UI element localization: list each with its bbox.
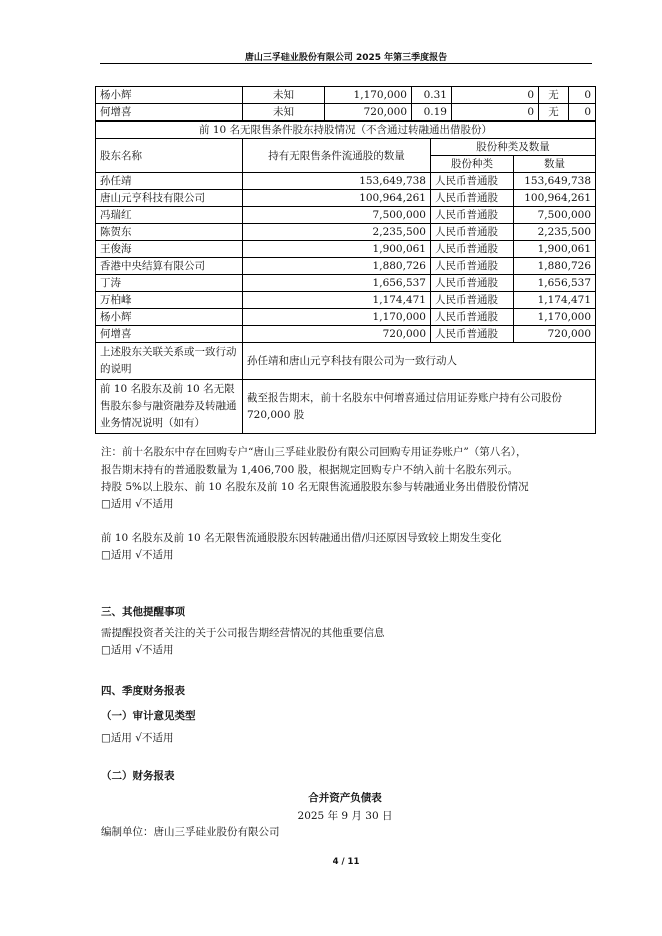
cell-amount: 1,656,537 bbox=[514, 275, 596, 292]
page-number: 4 / 11 bbox=[332, 857, 360, 867]
cell-nature: 未知 bbox=[243, 87, 325, 104]
page-header: 唐山三孚硅业股份有限公司 2025 年第三季度报告 bbox=[244, 53, 448, 63]
section-3-choice: □适用 √不适用 bbox=[101, 644, 174, 656]
cell-shares: 1,880,726 bbox=[243, 258, 431, 275]
cell-name: 杨小辉 bbox=[96, 309, 243, 326]
cell-shares: 720,000 bbox=[325, 104, 412, 121]
cell-status: 无 bbox=[539, 87, 569, 104]
cell-shares: 720,000 bbox=[243, 326, 431, 343]
audit-opinion-heading: （一）审计意见类型 bbox=[101, 710, 196, 722]
cell-type: 人民币普通股 bbox=[431, 292, 514, 309]
note-line-1: 注：前十名股东中存在回购专户“唐山三孚硅业股份有限公司回购专用证券账户”（第八名）， bbox=[101, 446, 527, 458]
cell-amount: 0 bbox=[569, 87, 596, 104]
cell-amount: 720,000 bbox=[514, 326, 596, 343]
audit-opinion-choice: □适用 √不适用 bbox=[101, 732, 174, 744]
cell-name: 何增喜 bbox=[96, 104, 243, 121]
cell-status: 无 bbox=[539, 104, 569, 121]
relation-value: 孙任靖和唐山元亨科技有限公司为一致行动人 bbox=[243, 343, 596, 380]
col-header-name: 股东名称 bbox=[96, 139, 243, 173]
cell-restricted: 0 bbox=[452, 87, 539, 104]
cell-type: 人民币普通股 bbox=[431, 207, 514, 224]
table-row bbox=[96, 224, 596, 241]
cell-amount: 1,880,726 bbox=[514, 258, 596, 275]
cell-name: 唐山元亨科技有限公司 bbox=[96, 190, 243, 207]
unrestricted-shareholders-table bbox=[95, 121, 596, 434]
table-row bbox=[96, 241, 596, 258]
table-row bbox=[96, 292, 596, 309]
cell-name: 香港中央结算有限公司 bbox=[96, 258, 243, 275]
cell-name: 杨小辉 bbox=[96, 87, 243, 104]
cell-amount: 1,900,061 bbox=[514, 241, 596, 258]
cell-name: 丁涛 bbox=[96, 275, 243, 292]
cell-amount: 100,964,261 bbox=[514, 190, 596, 207]
section-3-heading: 三、其他提醒事项 bbox=[101, 606, 185, 618]
note-line-2: 报告期末持有的普通股数量为 1,406,700 股，根据规定回购专户不纳入前十名股东列示。 bbox=[101, 464, 519, 476]
cell-shares: 1,174,471 bbox=[243, 292, 431, 309]
col-header-type-group: 股份种类及数量 bbox=[431, 139, 596, 156]
cell-name: 王俊海 bbox=[96, 241, 243, 258]
cell-shares: 1,170,000 bbox=[325, 87, 412, 104]
cell-nature: 未知 bbox=[243, 104, 325, 121]
margin-value: 截至报告期末，前十名股东中何增喜通过信用证券账户持有公司股份 720,000 股 bbox=[243, 380, 596, 434]
table-row bbox=[96, 258, 596, 275]
cell-type: 人民币普通股 bbox=[431, 258, 514, 275]
cell-type: 人民币普通股 bbox=[431, 190, 514, 207]
report-date: 2025 年 9 月 30 日 bbox=[297, 810, 393, 822]
header-divider bbox=[100, 63, 592, 64]
section-3-text: 需提醒投资者关注的关于公司报告期经营情况的其他重要信息 bbox=[101, 627, 385, 639]
table-row bbox=[96, 275, 596, 292]
cell-amount: 1,174,471 bbox=[514, 292, 596, 309]
cell-shares: 1,656,537 bbox=[243, 275, 431, 292]
col-header-amount: 数量 bbox=[514, 156, 596, 173]
col-header-type: 股份种类 bbox=[431, 156, 514, 173]
cell-shares: 2,235,500 bbox=[243, 224, 431, 241]
table-row bbox=[96, 104, 596, 121]
compiler: 编制单位：唐山三孚硅业股份有限公司 bbox=[101, 826, 280, 838]
cell-shares: 100,964,261 bbox=[243, 190, 431, 207]
cell-shares: 1,900,061 bbox=[243, 241, 431, 258]
cell-pct: 0.31 bbox=[412, 87, 452, 104]
cell-pct: 0.19 bbox=[412, 104, 452, 121]
change-choice: □适用 √不适用 bbox=[101, 549, 174, 561]
cell-amount: 2,235,500 bbox=[514, 224, 596, 241]
cell-name: 冯瑞红 bbox=[96, 207, 243, 224]
cell-type: 人民币普通股 bbox=[431, 224, 514, 241]
lending-title: 持股 5%以上股东、前 10 名股东及前 10 名无限售流通股股东参与转融通业务出借股份情况 bbox=[101, 481, 529, 493]
table-row bbox=[96, 190, 596, 207]
table-row bbox=[96, 326, 596, 343]
lending-choice: □适用 √不适用 bbox=[101, 498, 174, 510]
cell-amount: 0 bbox=[569, 104, 596, 121]
cell-shares: 7,500,000 bbox=[243, 207, 431, 224]
cell-type: 人民币普通股 bbox=[431, 241, 514, 258]
cell-name: 陈贺东 bbox=[96, 224, 243, 241]
cell-shares: 1,170,000 bbox=[243, 309, 431, 326]
relation-label: 上述股东关联关系或一致行动的说明 bbox=[96, 343, 243, 380]
cell-type: 人民币普通股 bbox=[431, 326, 514, 343]
financial-statements-heading: （二）财务报表 bbox=[101, 770, 175, 782]
table-title: 前 10 名无限售条件股东持股情况（不含通过转融通出借股份） bbox=[96, 122, 596, 139]
cell-amount: 7,500,000 bbox=[514, 207, 596, 224]
cell-amount: 153,649,738 bbox=[514, 173, 596, 190]
col-header-shares: 持有无限售条件流通股的数量 bbox=[243, 139, 431, 173]
change-title: 前 10 名股东及前 10 名无限售流通股股东因转融通出借/归还原因导致较上期发生变化 bbox=[101, 532, 502, 544]
cell-name: 孙任靖 bbox=[96, 173, 243, 190]
report-title: 合并资产负债表 bbox=[308, 792, 382, 804]
cell-type: 人民币普通股 bbox=[431, 173, 514, 190]
table-row bbox=[96, 173, 596, 190]
cell-shares: 153,649,738 bbox=[243, 173, 431, 190]
table-row bbox=[96, 207, 596, 224]
cell-restricted: 0 bbox=[452, 104, 539, 121]
margin-label: 前 10 名股东及前 10 名无限售股东参与融资融券及转融通业务情况说明（如有） bbox=[96, 380, 243, 434]
table-row bbox=[96, 87, 596, 104]
cell-type: 人民币普通股 bbox=[431, 275, 514, 292]
section-4-heading: 四、季度财务报表 bbox=[101, 685, 185, 697]
cell-amount: 1,170,000 bbox=[514, 309, 596, 326]
cell-name: 万柏峰 bbox=[96, 292, 243, 309]
cell-name: 何增喜 bbox=[96, 326, 243, 343]
cell-type: 人民币普通股 bbox=[431, 309, 514, 326]
table-row bbox=[96, 309, 596, 326]
top-shareholders-table-continuation bbox=[95, 86, 596, 121]
